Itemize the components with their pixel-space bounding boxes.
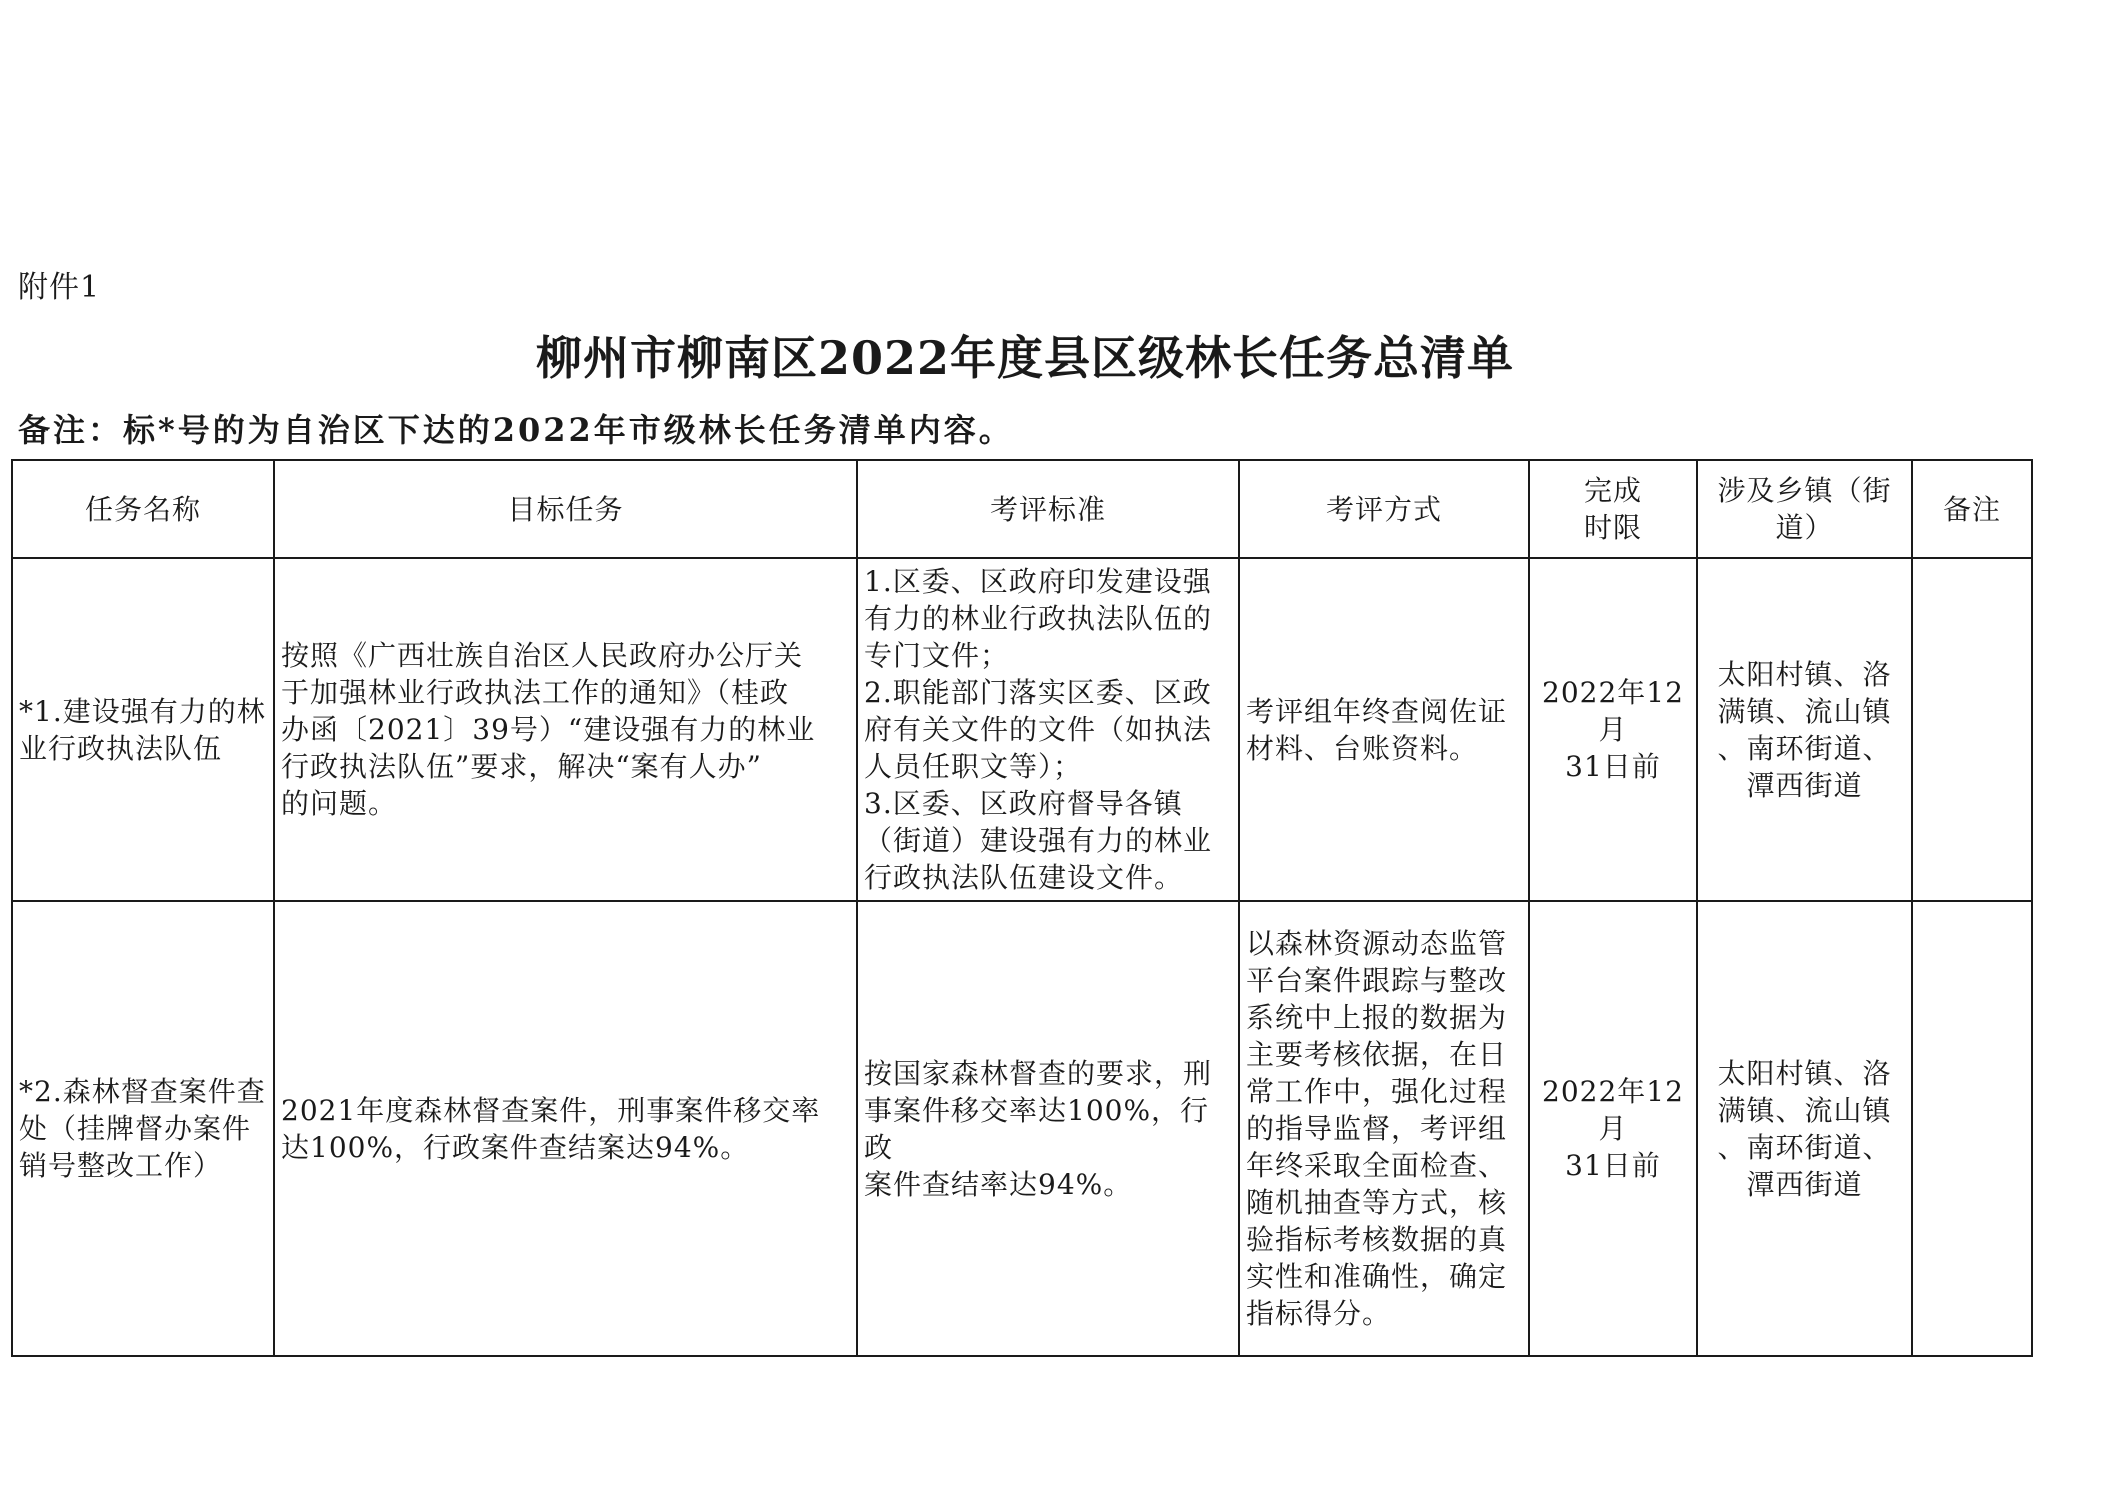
header-criteria: 考评标准 [857, 460, 1239, 558]
header-towns: 涉及乡镇（街 道） [1697, 460, 1912, 558]
row2-criteria: 按国家森林督查的要求，刑 事案件移交率达100%，行政 案件查结率达94%。 [857, 901, 1239, 1356]
row2-deadline: 2022年12月 31日前 [1529, 901, 1697, 1356]
row1-method: 考评组年终查阅佐证 材料、台账资料。 [1239, 558, 1529, 901]
table-row [12, 901, 2032, 1356]
header-method: 考评方式 [1239, 460, 1529, 558]
row1-deadline: 2022年12月 31日前 [1529, 558, 1697, 901]
row2-target: 2021年度森林督查案件，刑事案件移交率 达100%，行政案件查结案达94%。 [274, 901, 857, 1356]
row1-remarks [1912, 558, 2032, 901]
task-table [11, 459, 2033, 1357]
attachment-label: 附件1 [18, 270, 101, 305]
row2-method: 以森林资源动态监管 平台案件跟踪与整改 系统中上报的数据为 主要考核依据，在日 常工作中，强化过程 的指导监督，考评组 年终采取全面检查、 随机抽查等方式，核 验指标考核数据的真 实性和准确性，确定 指标得分。 [1239, 901, 1529, 1356]
table-row [12, 558, 2032, 901]
header-remarks: 备注 [1912, 460, 2032, 558]
document-title: 柳州市柳南区2022年度县区级林长任务总清单 [535, 331, 1515, 385]
header-deadline: 完成 时限 [1529, 460, 1697, 558]
header-target: 目标任务 [274, 460, 857, 558]
header-task-name: 任务名称 [12, 460, 274, 558]
row1-criteria: 1.区委、区政府印发建设强 有力的林业行政执法队伍的 专门文件； 2.职能部门落实区委、区政 府有关文件的文件（如执法 人员任职文等）； 3.区委、区政府督导各镇 （街道）建设强有力的林业 行政执法队伍建设文件。 [857, 558, 1239, 901]
row1-task-name: *1.建设强有力的林 业行政执法队伍 [12, 558, 274, 901]
row2-task-name: *2.森林督查案件查 处（挂牌督办案件 销号整改工作） [12, 901, 274, 1356]
note-text: 备注：标*号的为自治区下达的2022年市级林长任务清单内容。 [18, 411, 1014, 449]
row2-remarks [1912, 901, 2032, 1356]
table-header-row [12, 460, 2032, 558]
row2-towns: 太阳村镇、洛 满镇、流山镇 、南环街道、 潭西街道 [1697, 901, 1912, 1356]
row1-target: 按照《广西壮族自治区人民政府办公厅关 于加强林业行政执法工作的通知》（桂政 办函〔2021〕39号）“建设强有力的林业 行政执法队伍”要求，解决“案有人办” 的问题。 [274, 558, 857, 901]
row1-towns: 太阳村镇、洛 满镇、流山镇 、南环街道、 潭西街道 [1697, 558, 1912, 901]
